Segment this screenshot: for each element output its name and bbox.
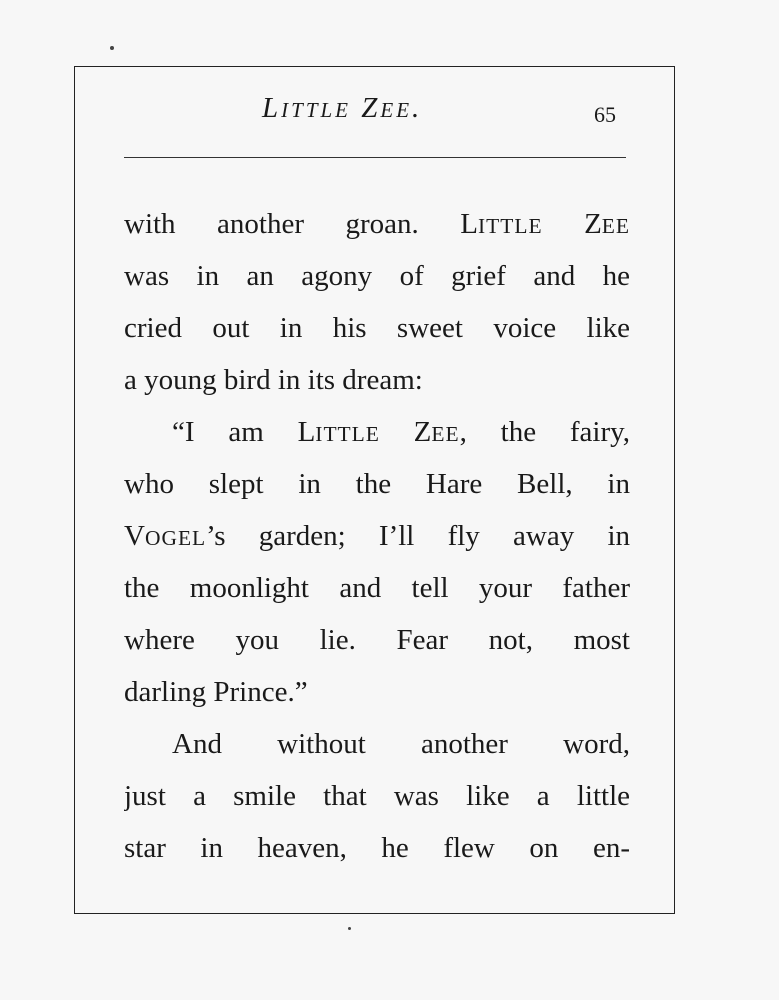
text-line-7-part-1: V	[124, 520, 145, 552]
text-line-5-part-6: , the fairy,	[459, 416, 630, 448]
text-line-9: where you lie. Fear not, most	[124, 624, 630, 656]
text-line-8: the moonlight and tell your father	[124, 572, 630, 604]
text-line-5-part-3: ITTLE	[315, 422, 380, 446]
running-title	[262, 94, 422, 123]
text-line-10: darling Prince.”	[124, 676, 308, 708]
text-line-1-part-1: with another groan.	[124, 208, 461, 240]
body-text	[124, 198, 630, 874]
title-small-caps-ittle: ITTLE	[281, 98, 351, 122]
text-line-1-part-5: EE	[601, 214, 630, 238]
title-initial-z: Z	[361, 92, 381, 124]
text-line-6: who slept in the Hare Bell, in	[124, 468, 630, 500]
title-period: .	[412, 92, 423, 124]
text-line-4: a young bird in its dream:	[124, 364, 423, 396]
text-line-1	[124, 198, 630, 250]
text-line-13: star in heaven, he flew on en-	[124, 832, 630, 864]
text-line-1-part-3: ITTLE	[478, 214, 543, 238]
text-line-11: And without another word,	[172, 728, 630, 760]
print-speck	[110, 46, 114, 50]
print-speck	[348, 927, 351, 930]
text-line-1-part-2: L	[460, 208, 479, 240]
text-line-1-part-4: Z	[542, 208, 602, 240]
text-line-3: cried out in his sweet voice like	[124, 312, 630, 344]
title-initial-l: L	[262, 92, 282, 124]
text-line-5	[124, 406, 630, 458]
header-rule	[124, 157, 626, 158]
text-line-5-part-5: EE	[431, 422, 460, 446]
page-number: 65	[594, 102, 616, 127]
text-line-5-part-4: Z	[379, 416, 432, 448]
text-line-5-part-2: L	[297, 416, 316, 448]
text-line-7-part-3: ’s garden; I’ll fly away in	[206, 520, 630, 552]
text-line-5-part-1: “I am	[172, 416, 298, 448]
title-small-caps-ee: EE	[380, 98, 413, 122]
text-line-7-part-2: OGEL	[144, 526, 207, 550]
text-line-7	[124, 510, 630, 562]
text-line-2: was in an agony of grief and he	[124, 260, 630, 292]
text-line-12: just a smile that was like a little	[124, 780, 630, 812]
